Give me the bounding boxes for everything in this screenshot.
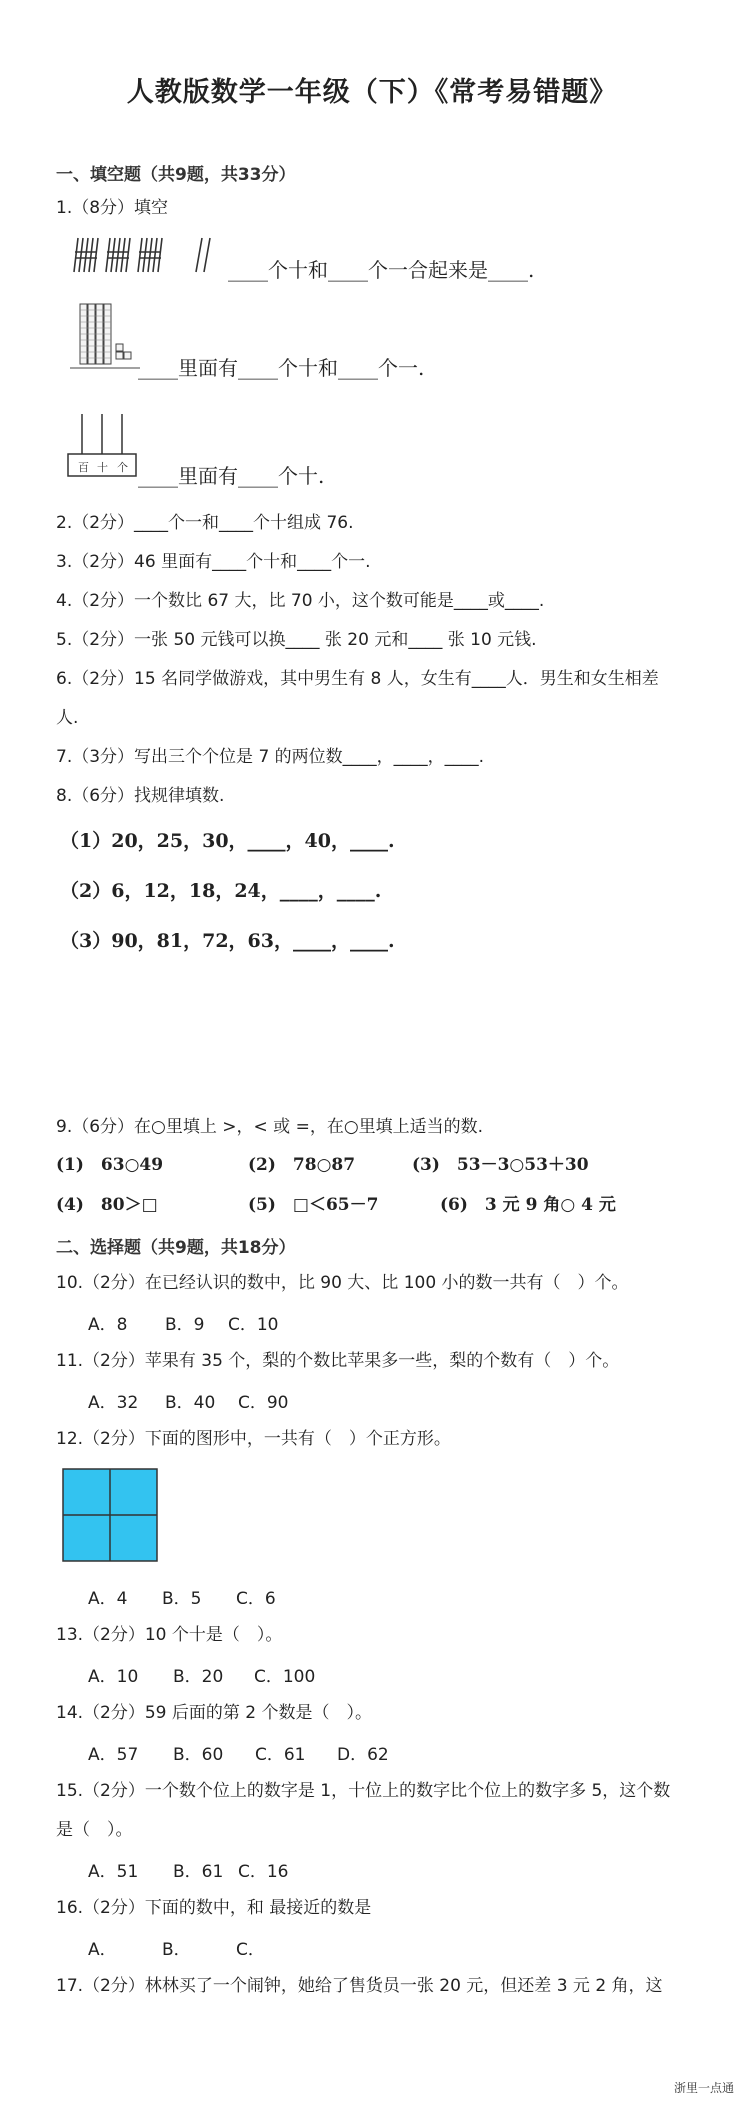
question-11-option-a: A．32 bbox=[88, 1393, 139, 1413]
question-15-stem-line-1: 15.（2分）一个数个位上的数字是 1，十位上的数字比个位上的数字多 5，这个数 bbox=[56, 1781, 671, 1801]
question-12-option-a: A．4 bbox=[88, 1589, 128, 1609]
question-17-stem: 17.（2分）林林买了一个闹钟，她给了售货员一张 20 元，但还差 3 元 2 角，这 bbox=[56, 1976, 663, 1996]
question-13-option-b: B．20 bbox=[173, 1667, 224, 1687]
question-12-stem: 12.（2分）下面的图形中，一共有（ ）个正方形。 bbox=[56, 1429, 451, 1449]
question-9-stem: 9.（6分）在○里填上 >，< 或 =，在○里填上适当的数. bbox=[56, 1117, 484, 1137]
question-16-option-c: C． bbox=[236, 1940, 265, 1960]
abacus-illustration bbox=[66, 410, 138, 480]
question-11-stem: 11.（2分）苹果有 35 个，梨的个数比苹果多一些，梨的个数有（ ）个。 bbox=[56, 1351, 620, 1371]
question-9-item-2: (2) 78○87 bbox=[248, 1155, 356, 1175]
question-6-line-1: 6.（2分）15 名同学做游戏，其中男生有 8 人，女生有____人．男生和女生相差 bbox=[56, 669, 659, 689]
page-title: 人教版数学一年级（下）《常考易错题》 bbox=[126, 77, 618, 108]
question-1-row-3-text: ____里面有____个十. bbox=[138, 464, 325, 488]
abacus-label-tens: 十 bbox=[97, 461, 108, 474]
stick-bundle-icon bbox=[138, 238, 162, 272]
question-14-option-d: D．62 bbox=[337, 1745, 389, 1765]
question-10-option-a: A．8 bbox=[88, 1315, 128, 1335]
question-16-stem: 16.（2分）下面的数中，和 最接近的数是 bbox=[56, 1898, 372, 1918]
question-10-stem: 10.（2分）在已经认识的数中，比 90 大、比 100 小的数一共有（ ）个。 bbox=[56, 1273, 629, 1293]
question-3: 3.（2分）46 里面有____个十和____个一. bbox=[56, 552, 371, 572]
question-9-item-6: (6) 3 元 9 角○ 4 元 bbox=[440, 1195, 616, 1215]
question-11-option-b: B．40 bbox=[165, 1393, 216, 1413]
question-1-row-1-text: ____个十和____个一合起来是____. bbox=[228, 258, 535, 282]
question-16-option-b: B． bbox=[162, 1940, 191, 1960]
four-squares-figure bbox=[62, 1468, 160, 1564]
abacus-label-ones: 个 bbox=[117, 461, 128, 474]
question-14-option-a: A．57 bbox=[88, 1745, 139, 1765]
question-13-stem: 13.（2分）10 个十是（ ）。 bbox=[56, 1625, 283, 1645]
unit-cube-icon bbox=[116, 352, 123, 359]
cube-rods-illustration bbox=[70, 302, 142, 372]
question-8-sequence-2: （2）6，12，18，24，____，____. bbox=[60, 880, 382, 902]
question-15-stem-line-2: 是（ ）。 bbox=[56, 1820, 133, 1840]
question-15-option-c: C．16 bbox=[238, 1862, 289, 1882]
question-11-option-c: C．90 bbox=[238, 1393, 289, 1413]
abacus-label-hundreds: 百 bbox=[78, 461, 89, 474]
question-10-option-b: B．9 bbox=[165, 1315, 205, 1335]
question-14-option-c: C．61 bbox=[255, 1745, 306, 1765]
question-13-option-c: C．100 bbox=[254, 1667, 316, 1687]
question-4: 4.（2分）一个数比 67 大，比 70 小，这个数可能是____或____. bbox=[56, 591, 545, 611]
question-15-option-a: A．51 bbox=[88, 1862, 139, 1882]
section-choice-heading: 二、选择题（共9题，共18分） bbox=[56, 1238, 296, 1258]
question-13-option-a: A．10 bbox=[88, 1667, 139, 1687]
question-1-stem: 1.（8分）填空 bbox=[56, 198, 169, 218]
question-7: 7.（3分）写出三个个位是 7 的两位数____，____，____. bbox=[56, 747, 485, 767]
question-12-option-b: B．5 bbox=[162, 1589, 202, 1609]
question-16-option-a: A． bbox=[88, 1940, 117, 1960]
bundles-of-sticks-illustration bbox=[72, 232, 232, 278]
stick-bundle-icon bbox=[74, 238, 98, 272]
question-14-option-b: B．60 bbox=[173, 1745, 224, 1765]
question-2: 2.（2分）____个一和____个十组成 76. bbox=[56, 513, 354, 533]
stick-bundle-icon bbox=[106, 238, 130, 272]
unit-cube-icon bbox=[116, 344, 123, 351]
question-1-row-2-text: ____里面有____个十和____个一. bbox=[138, 356, 425, 380]
question-9-item-3: (3) 53－3○53＋30 bbox=[412, 1155, 589, 1175]
section-fill-in-heading: 一、填空题（共9题，共33分） bbox=[56, 165, 296, 185]
question-9-item-4: (4) 80＞□ bbox=[56, 1195, 158, 1215]
question-10-option-c: C．10 bbox=[228, 1315, 279, 1335]
question-15-option-b: B．61 bbox=[173, 1862, 224, 1882]
question-8-sequence-1: （1）20，25，30，____，40，____. bbox=[60, 830, 395, 852]
single-sticks-icon bbox=[196, 238, 210, 272]
question-5: 5.（2分）一张 50 元钱可以换____ 张 20 元和____ 张 10 元钱. bbox=[56, 630, 537, 650]
question-8-sequence-3: （3）90，81，72，63，____，____. bbox=[60, 930, 395, 952]
question-9-item-1: (1) 63○49 bbox=[56, 1155, 164, 1175]
question-9-item-5: (5) □＜65－7 bbox=[248, 1195, 379, 1215]
unit-cube-icon bbox=[124, 352, 131, 359]
question-6-line-2: 人. bbox=[56, 708, 79, 728]
question-12-option-c: C．6 bbox=[236, 1589, 276, 1609]
footer-watermark: 浙里一点通 bbox=[673, 2081, 734, 2095]
question-8-stem: 8.（6分）找规律填数. bbox=[56, 786, 225, 806]
question-14-stem: 14.（2分）59 后面的第 2 个数是（ ）。 bbox=[56, 1703, 373, 1723]
